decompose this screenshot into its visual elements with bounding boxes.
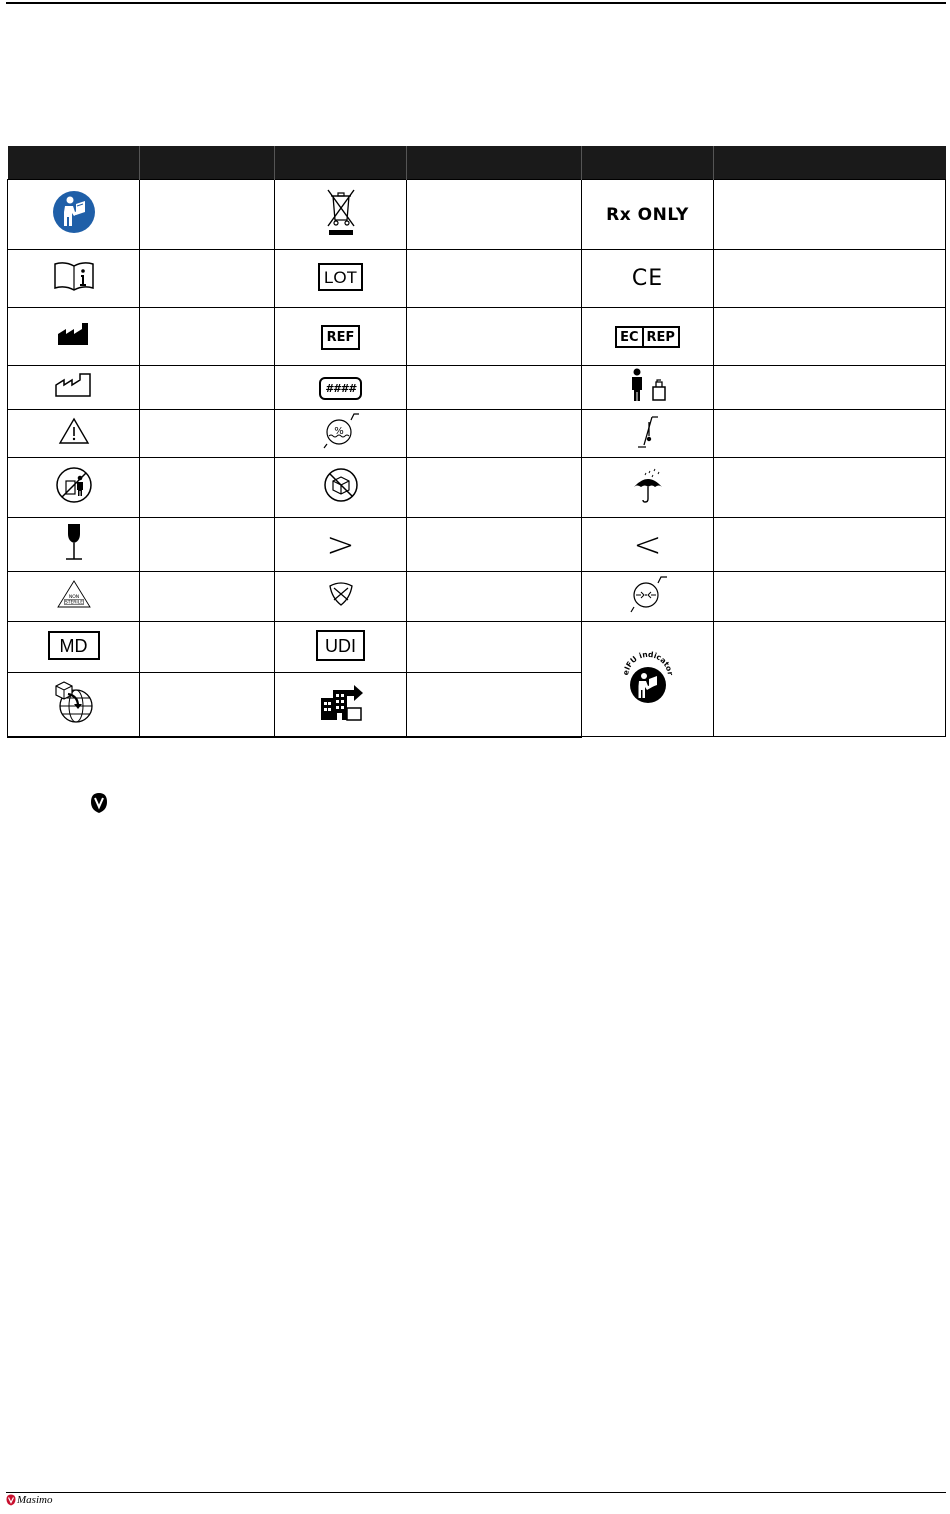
follow-instructions-icon bbox=[52, 190, 96, 234]
ref-label: REF bbox=[321, 325, 361, 350]
medical-device-label: MD bbox=[48, 631, 100, 660]
footer-logo bbox=[6, 1494, 52, 1506]
description-cell bbox=[407, 518, 582, 572]
ec-rep-label-ec: EC bbox=[620, 329, 639, 345]
description-cell bbox=[140, 572, 275, 622]
distributor-icon bbox=[318, 682, 364, 722]
not-made-with-latex-icon bbox=[55, 466, 93, 504]
symbol-cell bbox=[582, 458, 714, 518]
description-cell bbox=[407, 180, 582, 250]
description-cell bbox=[714, 518, 946, 572]
table-row bbox=[8, 308, 946, 366]
symbol-cell bbox=[8, 622, 140, 673]
symbol-cell bbox=[8, 180, 140, 250]
description-cell bbox=[714, 458, 946, 518]
masimo-signal-icon bbox=[90, 792, 108, 819]
symbol-cell bbox=[275, 518, 407, 572]
consult-instructions-icon bbox=[53, 260, 95, 292]
symbol-cell bbox=[8, 458, 140, 518]
description-cell bbox=[140, 622, 275, 673]
table-row bbox=[8, 250, 946, 308]
header-description-1 bbox=[140, 146, 275, 180]
description-cell bbox=[714, 250, 946, 308]
ec-rep-label bbox=[615, 326, 680, 348]
description-cell bbox=[407, 622, 582, 673]
description-cell bbox=[140, 673, 275, 737]
table-row bbox=[8, 572, 946, 622]
footer-rule bbox=[6, 1492, 946, 1493]
symbol-cell bbox=[275, 366, 407, 410]
symbol-cell bbox=[582, 622, 714, 737]
symbol-cell bbox=[582, 366, 714, 410]
symbol-cell bbox=[275, 410, 407, 458]
ce-mark-label: CE bbox=[631, 266, 664, 291]
description-cell bbox=[140, 518, 275, 572]
udi-label: UDI bbox=[316, 630, 365, 661]
less-than-label: < bbox=[633, 524, 662, 565]
table-row bbox=[8, 366, 946, 410]
header-description-2 bbox=[407, 146, 582, 180]
symbols-table bbox=[7, 146, 946, 738]
rx-only-label: Rx ONLY bbox=[606, 204, 689, 225]
symbol-cell bbox=[275, 622, 407, 673]
symbol-cell bbox=[8, 250, 140, 308]
description-cell bbox=[407, 366, 582, 410]
importer-icon bbox=[52, 680, 96, 724]
weee-disposal-icon bbox=[323, 186, 359, 238]
date-of-manufacture-icon bbox=[55, 373, 93, 397]
symbol-cell bbox=[582, 410, 714, 458]
description-cell bbox=[714, 366, 946, 410]
weight-icon bbox=[629, 368, 667, 402]
catalog-number-label: #### bbox=[319, 377, 362, 400]
symbol-cell bbox=[582, 250, 714, 308]
greater-than-label: > bbox=[326, 524, 355, 565]
description-cell bbox=[140, 458, 275, 518]
description-cell bbox=[714, 308, 946, 366]
non-sterile-icon bbox=[56, 579, 92, 609]
header-description-3 bbox=[714, 146, 946, 180]
table-row bbox=[8, 518, 946, 572]
eifu-indicator-label: eIFU indicator bbox=[620, 649, 675, 676]
table-row bbox=[8, 458, 946, 518]
keep-dry-icon bbox=[631, 467, 665, 503]
description-cell bbox=[407, 250, 582, 308]
symbol-cell bbox=[8, 366, 140, 410]
symbol-cell bbox=[8, 518, 140, 572]
humidity-percent-label: % bbox=[333, 426, 344, 437]
description-cell bbox=[140, 366, 275, 410]
description-cell bbox=[407, 572, 582, 622]
description-cell bbox=[407, 410, 582, 458]
non-sterile-label-bottom: STERILE bbox=[64, 600, 83, 606]
symbol-cell bbox=[8, 308, 140, 366]
description-cell bbox=[714, 410, 946, 458]
top-rule bbox=[6, 2, 946, 4]
caution-icon bbox=[58, 417, 90, 445]
table-row bbox=[8, 410, 946, 458]
humidity-limitation-icon bbox=[322, 412, 360, 450]
temperature-limitation-icon bbox=[636, 413, 660, 449]
footer-brand-name: Masimo bbox=[17, 1494, 53, 1506]
header-symbol-2 bbox=[275, 146, 407, 180]
description-cell bbox=[407, 458, 582, 518]
fragile-icon bbox=[62, 522, 86, 562]
manufacturer-icon bbox=[57, 322, 91, 346]
symbol-cell bbox=[8, 410, 140, 458]
header-symbol-1 bbox=[8, 146, 140, 180]
symbol-cell bbox=[275, 458, 407, 518]
not-for-mri-icon bbox=[327, 581, 355, 607]
description-cell bbox=[140, 250, 275, 308]
table-row bbox=[8, 180, 946, 250]
ec-rep-label-rep: REP bbox=[642, 328, 678, 346]
symbol-cell bbox=[275, 308, 407, 366]
do-not-use-if-damaged-icon bbox=[323, 467, 359, 503]
description-cell bbox=[714, 572, 946, 622]
symbol-cell bbox=[275, 250, 407, 308]
header-symbol-3 bbox=[582, 146, 714, 180]
description-cell bbox=[140, 180, 275, 250]
description-cell bbox=[407, 308, 582, 366]
table-row bbox=[8, 622, 946, 673]
symbol-cell bbox=[582, 518, 714, 572]
symbol-cell bbox=[582, 180, 714, 250]
description-cell bbox=[407, 673, 582, 737]
symbol-cell bbox=[8, 572, 140, 622]
lot-label: LOT bbox=[318, 263, 363, 291]
description-cell bbox=[140, 308, 275, 366]
masimo-logo-icon bbox=[6, 1494, 16, 1506]
symbol-cell bbox=[275, 572, 407, 622]
symbol-cell bbox=[582, 308, 714, 366]
symbol-cell bbox=[275, 673, 407, 737]
description-cell bbox=[140, 410, 275, 458]
description-cell bbox=[714, 180, 946, 250]
table-header-row bbox=[8, 146, 946, 180]
symbol-cell bbox=[275, 180, 407, 250]
symbol-cell bbox=[8, 673, 140, 737]
description-cell bbox=[714, 622, 946, 737]
atmospheric-pressure-icon bbox=[628, 574, 668, 614]
symbol-cell bbox=[582, 572, 714, 622]
non-sterile-label-top: NON bbox=[68, 595, 79, 600]
eifu-indicator-icon bbox=[620, 647, 676, 707]
